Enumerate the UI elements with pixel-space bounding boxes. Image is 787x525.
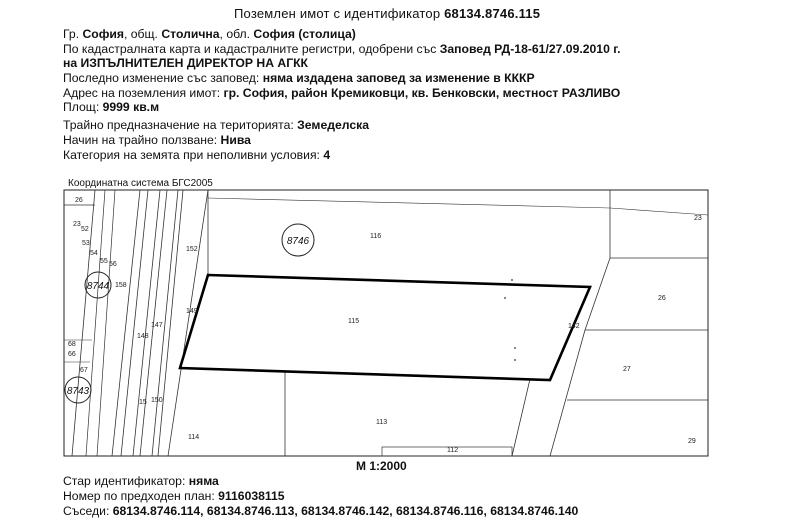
parcel-number: 112 — [447, 447, 459, 454]
parcel-number: 116 — [370, 233, 382, 240]
purpose-prefix: Трайно предназначение на територията: — [63, 118, 294, 132]
city-prefix: Гр. — [63, 27, 80, 41]
parcel-number: 150 — [151, 397, 163, 404]
neighbors-line — [63, 504, 578, 518]
parcel-number: 152 — [186, 246, 198, 253]
parcel-number: 53 — [82, 240, 90, 247]
parcel-number: 115 — [348, 318, 360, 325]
usage-value: Нива — [220, 133, 251, 147]
parcel-number: 67 — [80, 367, 88, 374]
issuer-value: на ИЗПЪЛНИТЕЛЕН ДИРЕКТОР НА АГКК — [63, 56, 308, 70]
area-value: 9999 кв.м — [102, 100, 160, 114]
parcel-number: 23 — [73, 221, 81, 228]
cadastral-prefix: По кадастралната карта и кадастралните регистри, одобрени със — [63, 42, 437, 56]
parcel-number: 113 — [376, 419, 388, 426]
subject-parcel-outline — [180, 275, 590, 380]
title-prefix: Поземлен имот с идентификатор — [234, 6, 441, 21]
address-value: гр. София, район Кремиковци, кв. Бенковски, местност РАЗЛИВО — [223, 86, 621, 100]
sheet-label-8746: 8746 — [286, 236, 310, 247]
parcel-number: 149 — [186, 308, 198, 315]
region-value: София (столица) — [253, 27, 356, 41]
parcel-number: 148 — [137, 333, 149, 340]
prev-plan-value: 9116038115 — [218, 489, 285, 503]
usage-prefix: Начин на трайно ползване: — [63, 133, 218, 147]
parcel-number: 27 — [623, 366, 631, 373]
old-id-value: няма — [188, 474, 219, 488]
neighbors-value: 68134.8746.114, 68134.8746.113, 68134.8746.142, 68134.8746.116, 68134.8746.140 — [112, 504, 579, 518]
parcel-number: 15 — [139, 399, 147, 406]
parcel-number: 142 — [568, 323, 580, 330]
prev-plan-prefix: Номер по предходен план: — [63, 489, 215, 503]
category-prefix: Категория на земята при неполивни условия: — [63, 148, 320, 162]
old-id-line — [63, 474, 219, 488]
map-scale: М 1:2000 — [356, 459, 407, 473]
municipality-prefix: , общ. — [124, 27, 158, 41]
parcel-number: 52 — [81, 226, 89, 233]
address-prefix: Адрес на поземления имот: — [63, 86, 221, 100]
sheet-label-8743: 8743 — [66, 386, 90, 397]
parcel-number: 26 — [658, 295, 666, 302]
neighbors-prefix: Съседи: — [63, 504, 110, 518]
parcel-number: 68 — [68, 341, 76, 348]
municipality-value: Столична — [161, 27, 220, 41]
region-prefix: , обл. — [219, 27, 251, 41]
coordinate-system-label: Координатна система БГС2005 — [68, 178, 213, 189]
parcel-number: 56 — [109, 261, 117, 268]
old-id-prefix: Стар идентификатор: — [63, 474, 186, 488]
order-value: Заповед РД-18-61/27.09.2010 г. — [439, 42, 621, 56]
sheet-label-8744: 8744 — [86, 281, 110, 292]
property-identifier: 68134.8746.115 — [444, 6, 541, 21]
parcel-number: 54 — [90, 250, 98, 257]
area-prefix: Площ: — [63, 100, 100, 114]
parcel-number: 66 — [68, 351, 76, 358]
parcel-number: 114 — [188, 434, 200, 441]
prev-plan-line — [63, 489, 285, 503]
category-value: 4 — [323, 148, 331, 162]
last-change-prefix: Последно изменение със заповед: — [63, 71, 260, 85]
parcel-number: 158 — [115, 282, 127, 289]
purpose-value: Земеделска — [297, 118, 369, 132]
parcel-number: 23 — [694, 215, 702, 222]
parcel-number: 29 — [688, 438, 696, 445]
city-value: София — [82, 27, 124, 41]
parcel-number: 55 — [100, 258, 108, 265]
last-change-value: няма издадена заповед за изменение в КККР — [262, 71, 535, 85]
parcel-number: 26 — [75, 197, 83, 204]
parcel-number: 147 — [151, 322, 163, 329]
